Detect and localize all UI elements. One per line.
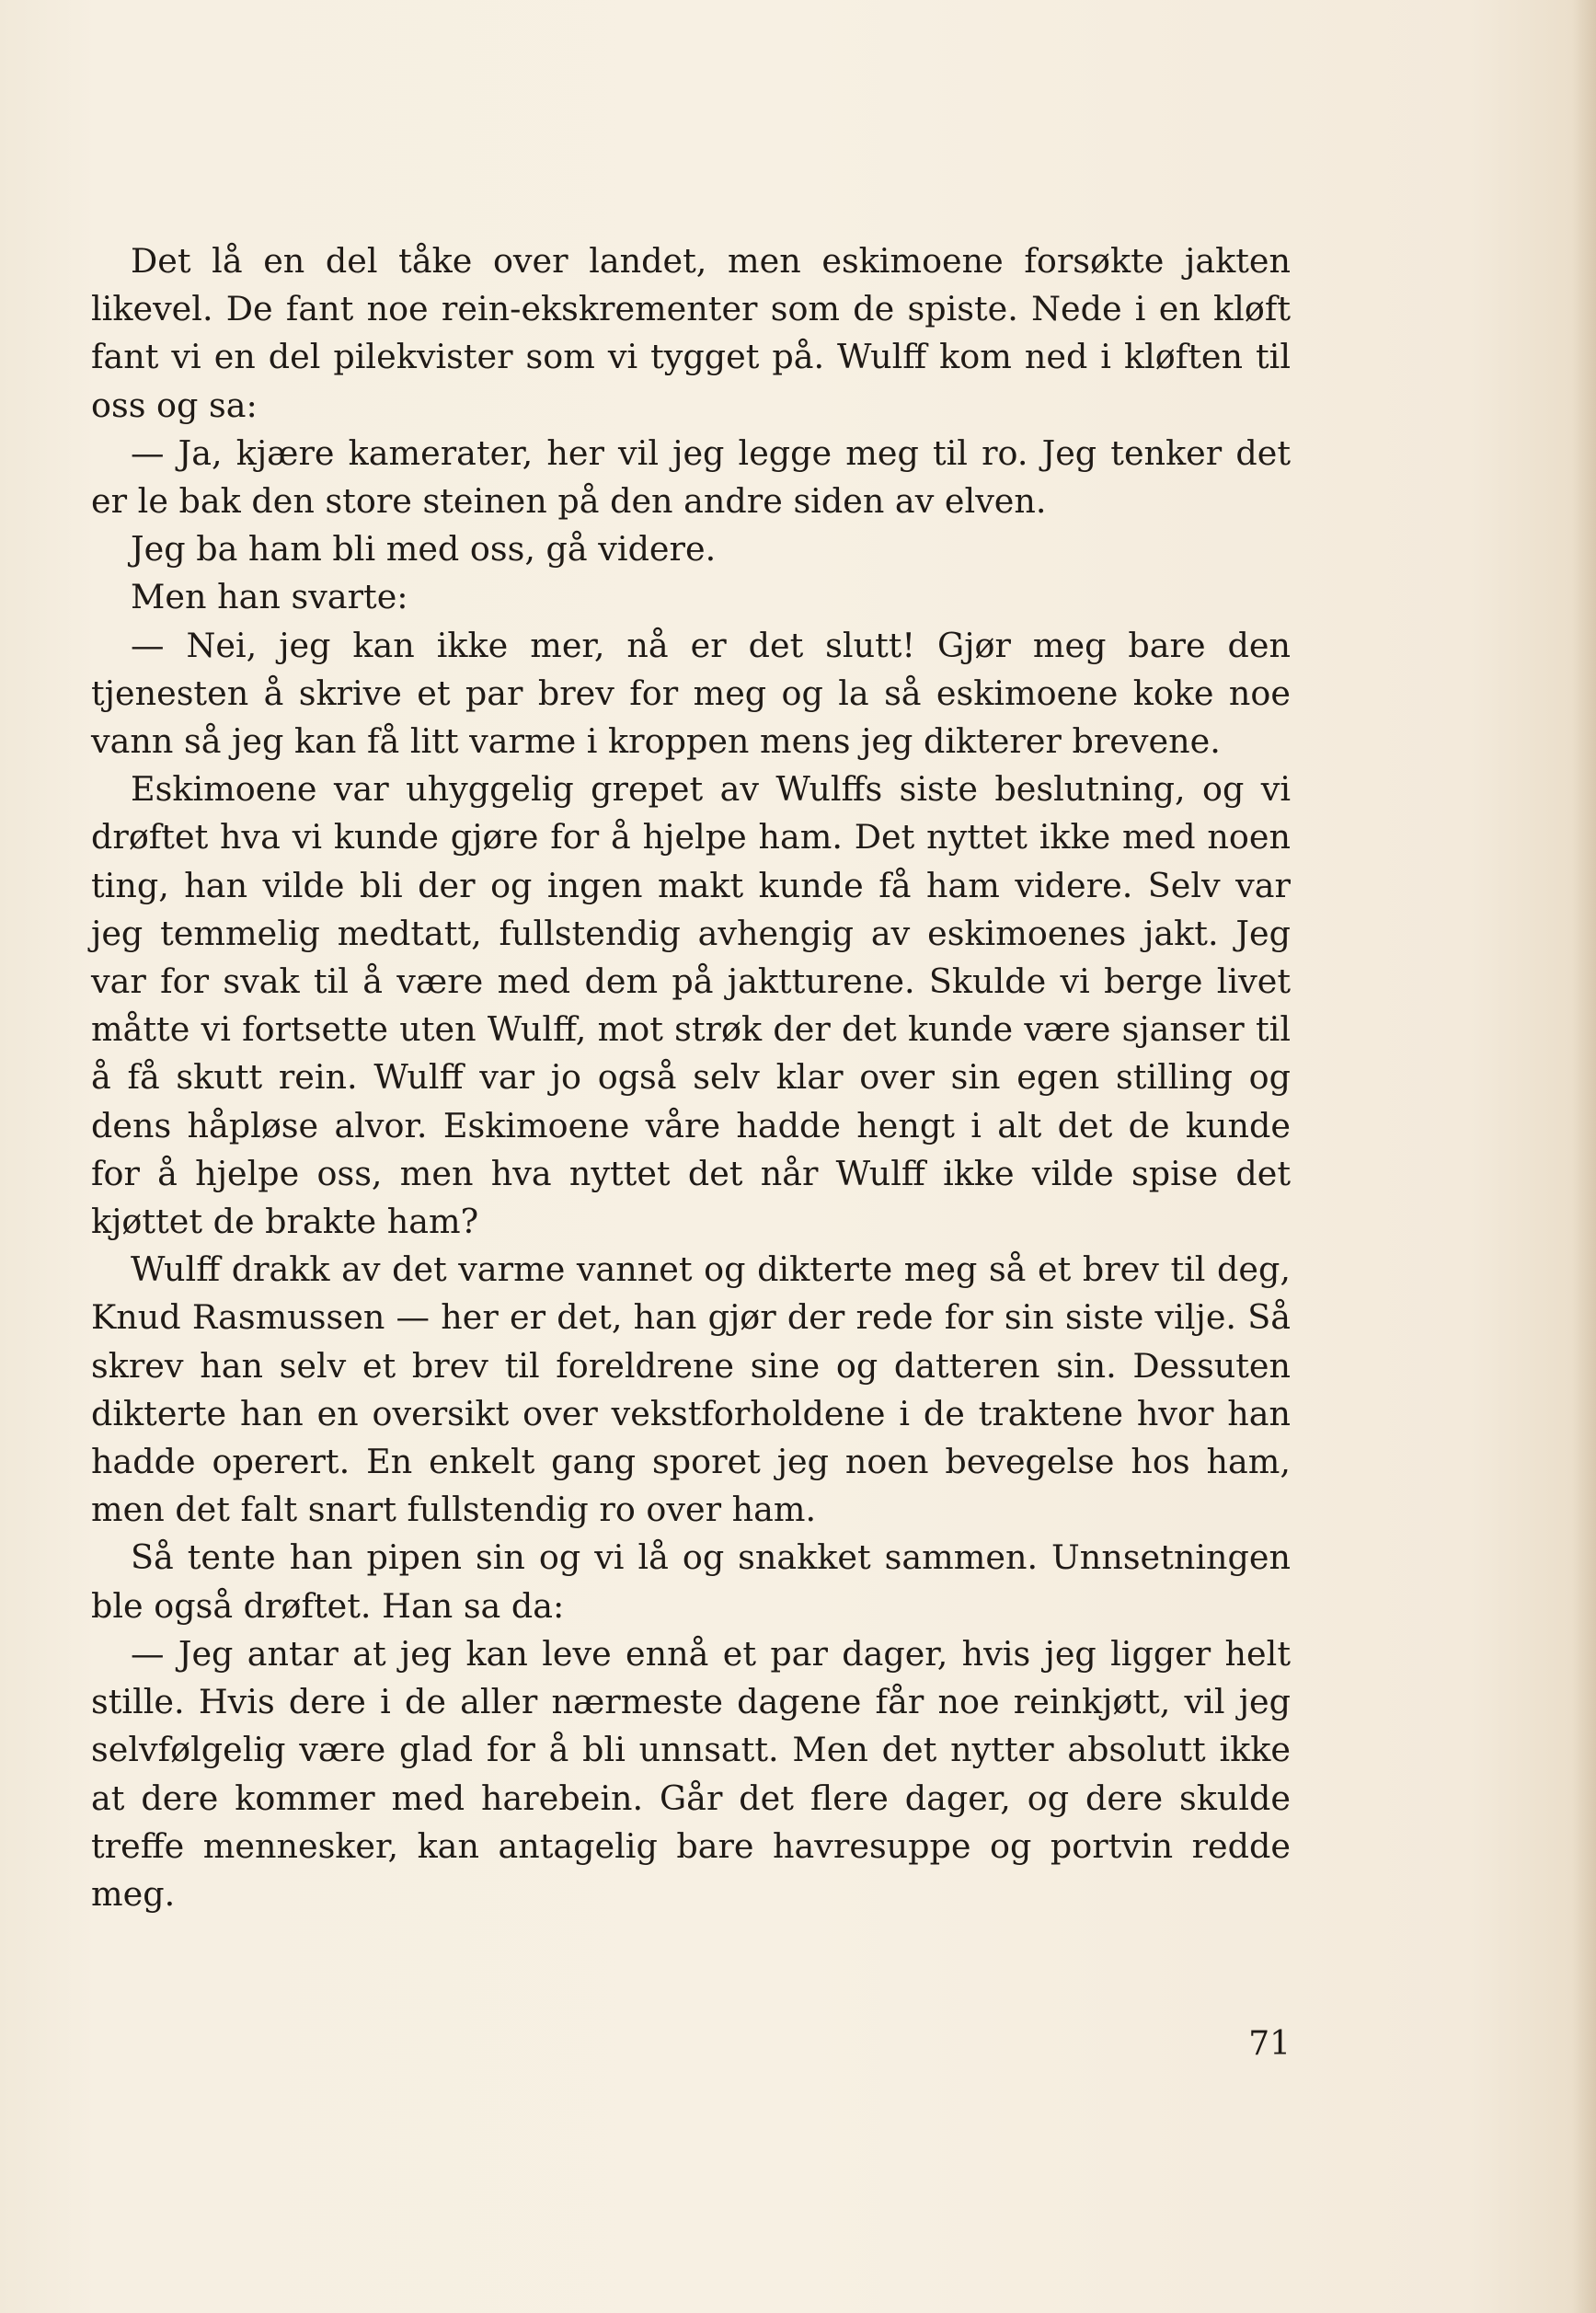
paragraph-2: — Ja, kjære kamerater, her vil jeg legge meg til ro. Jeg tenker det er le bak den store steinen på den andre siden av elven. bbox=[91, 432, 1291, 522]
page-number: 71 bbox=[1248, 2025, 1291, 2063]
body-text bbox=[91, 237, 1291, 1918]
paragraph-7: Wulff drakk av det varme vannet og dikterte meg så et brev til deg, Knud Rasmussen — her er det, han gjør der rede for sin siste vilje. Så skrev han selv et brev til foreldrene sine og datteren sin. Dessuten dikterte han en oversikt over vekstforholdene i de traktene hvor han hadde operert. En enkelt gang sporet jeg noen bevegelse hos ham, men det falt snart fullstendig ro over ham. bbox=[91, 1249, 1291, 1530]
paragraph-4: Men han svarte: bbox=[131, 577, 408, 617]
paragraph-1: Det lå en del tåke over landet, men eskimoene forsøkte jakten likevel. De fant noe rein-ekskrementer som de spiste. Nede i en kløft fant vi en del pilekvister som vi tygget på. Wulff kom ned i kløften til oss og sa: bbox=[91, 241, 1291, 425]
paragraph-5: — Nei, jeg kan ikke mer, nå er det slutt! Gjør meg bare den tjenesten å skrive et par brev for meg og la så eskimoene koke noe vann så jeg kan få litt varme i kroppen mens jeg dikterer brevene. bbox=[91, 625, 1291, 762]
paragraph-9: — Jeg antar at jeg kan leve ennå et par dager, hvis jeg ligger helt stille. Hvis dere i de aller nærmeste dagene får noe reinkjøtt, vil jeg selvfølgelig være glad for å bli unnsatt. Men det nytter absolutt ikke at dere kommer med harebein. Går det flere dager, og dere skulde treffe mennesker, kan antagelig bare havresuppe og portvin redde meg. bbox=[91, 1633, 1291, 1914]
paragraph-3: Jeg ba ham bli med oss, gå videre. bbox=[131, 529, 717, 570]
page-edge-shadow bbox=[1572, 0, 1596, 2313]
paragraph-8: Så tente han pipen sin og vi lå og snakket sammen. Unnsetningen ble også drøftet. Han sa da: bbox=[91, 1537, 1291, 1626]
paragraph-6: Eskimoene var uhyggelig grepet av Wulffs siste beslutning, og vi drøftet hva vi kunde gjøre for å hjelpe ham. Det nyttet ikke med noen ting, han vilde bli der og ingen makt kunde få ham videre. Selv var jeg temmelig medtatt, fullstendig avhengig av eskimoenes jakt. Jeg var for svak til å være med dem på jaktturene. Skulde vi berge livet måtte vi fortsette uten Wulff, mot strøk der det kunde være sjanser til å få skutt rein. Wulff var jo også selv klar over sin egen stilling og dens håpløse alvor. Eskimoene våre hadde hengt i alt det de kunde for å hjelpe oss, men hva nyttet det når Wulff ikke vilde spise det kjøttet de brakte ham? bbox=[91, 769, 1291, 1242]
